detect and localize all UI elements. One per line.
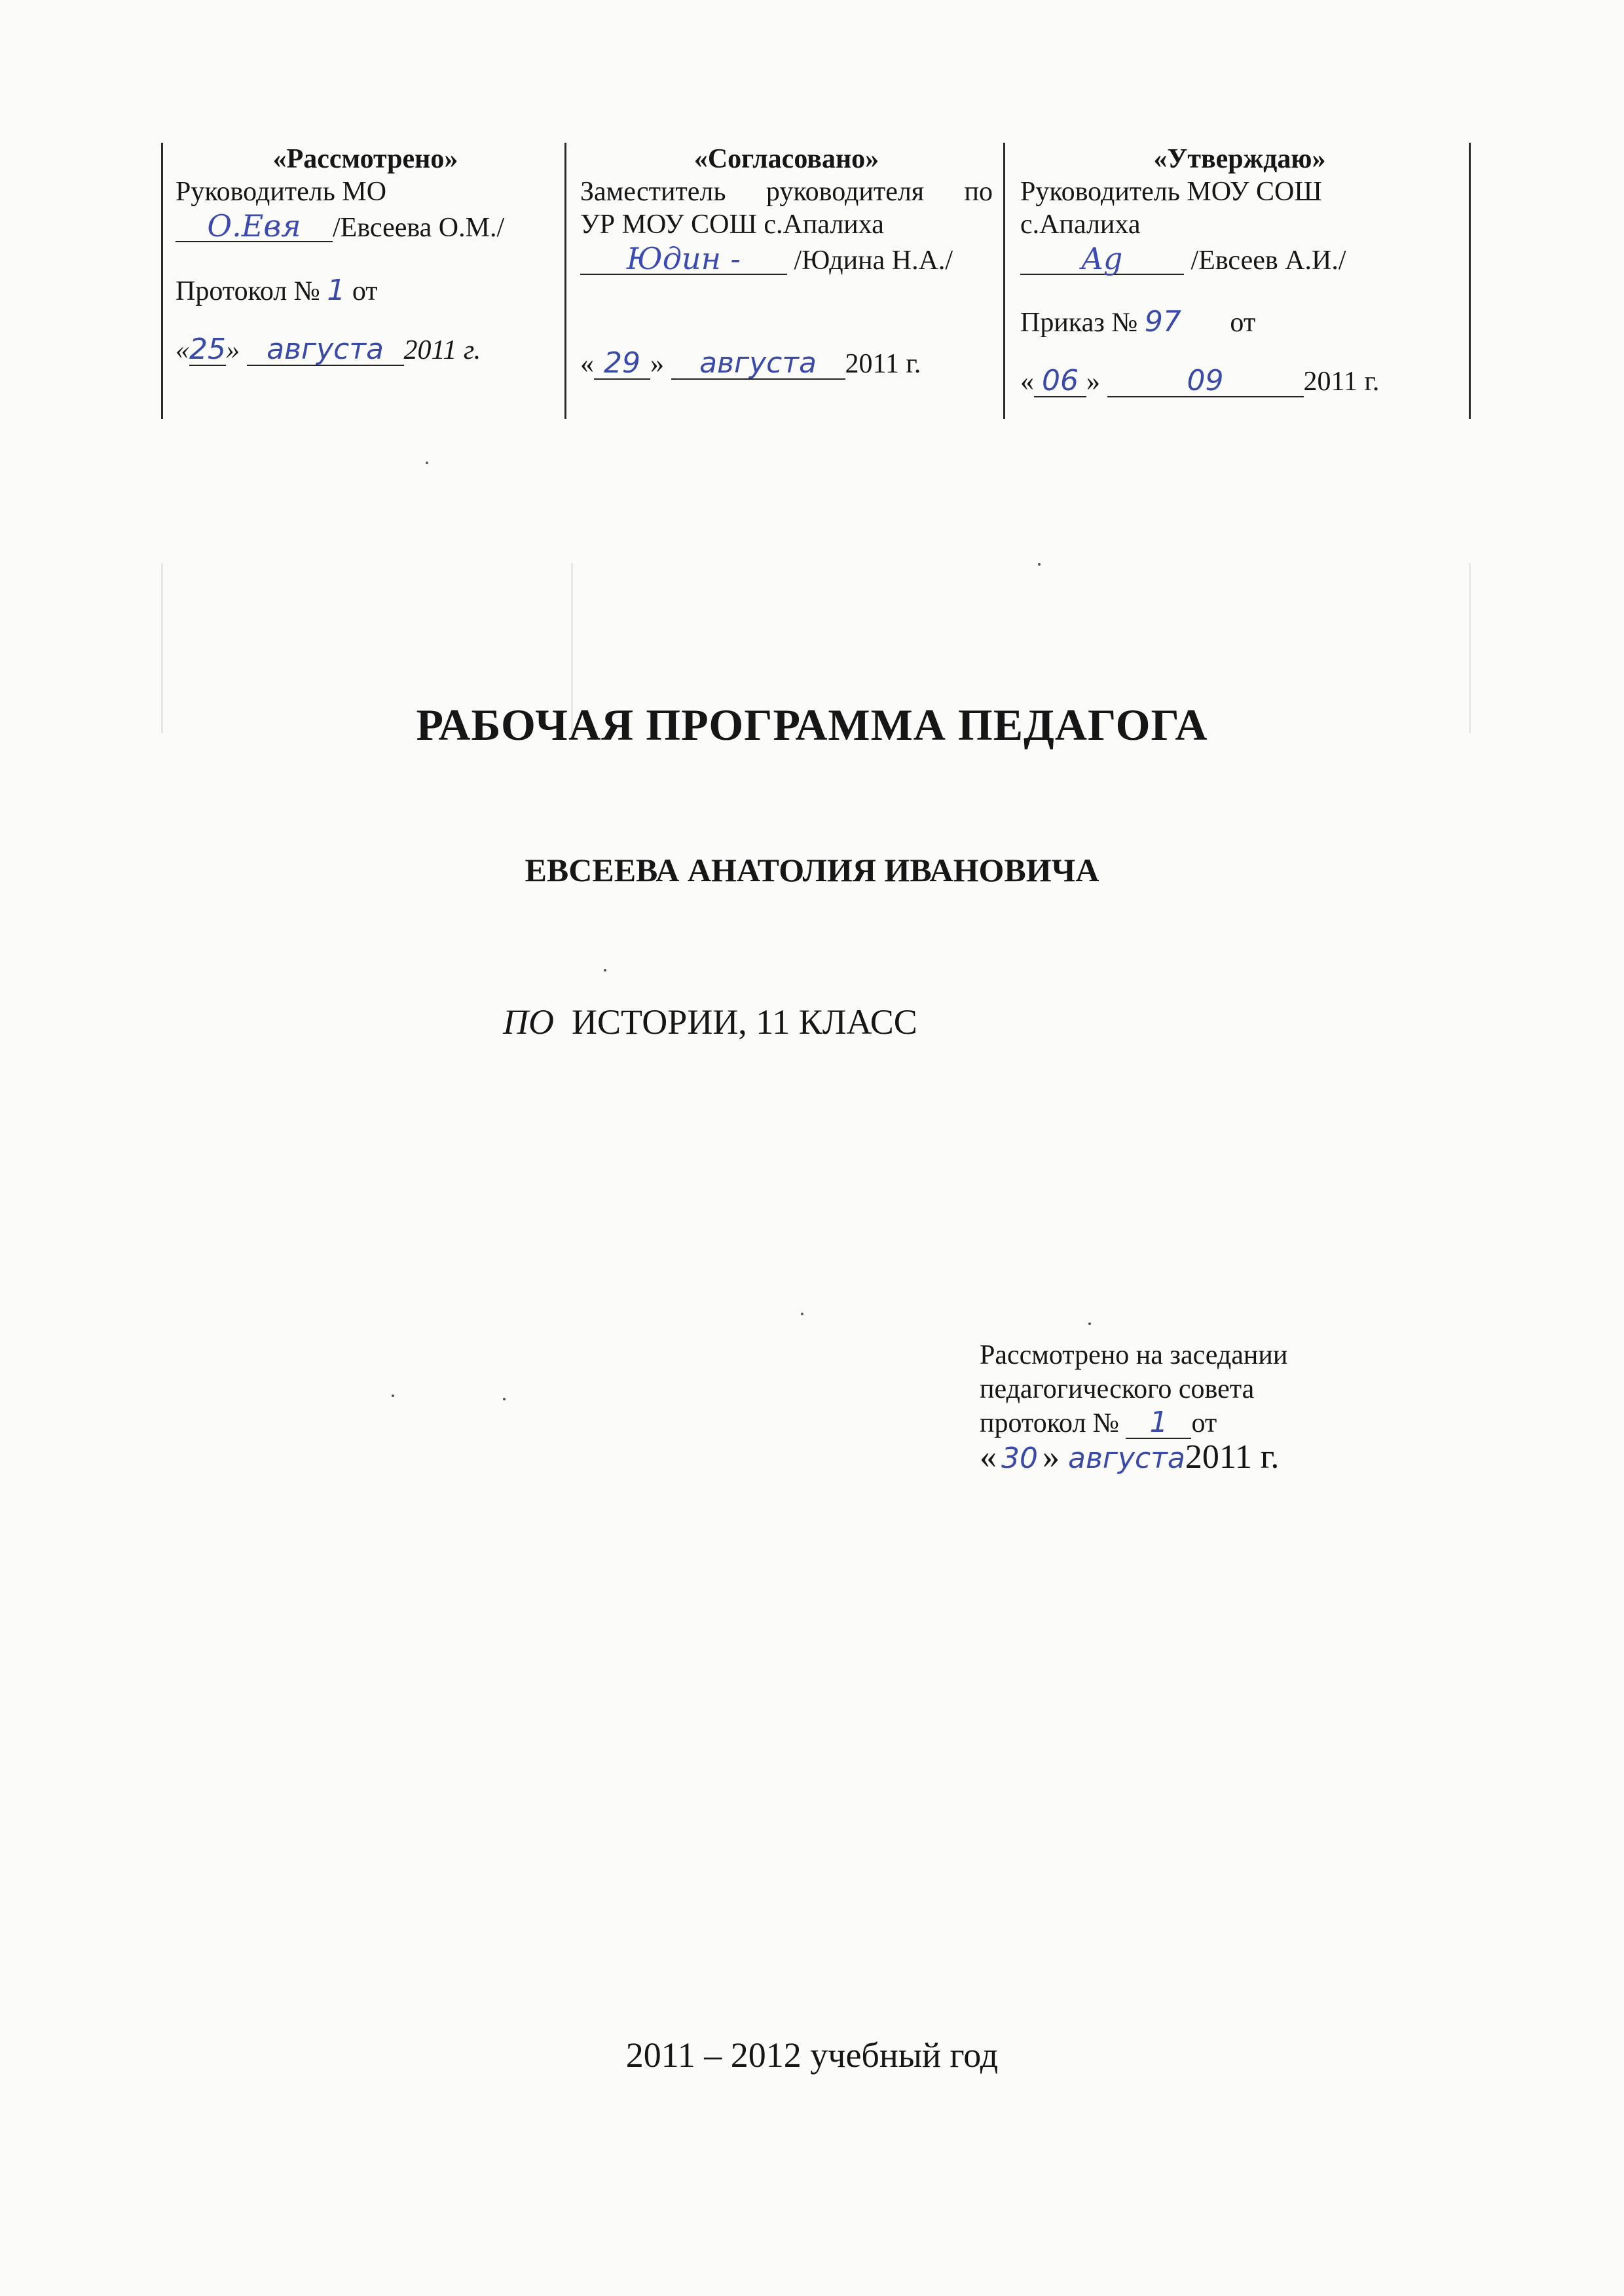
agreed-role-line1: Заместитель руководителя по (580, 177, 993, 207)
table-divider (1003, 143, 1005, 419)
scan-speck (604, 969, 606, 972)
agreed-role-line2: УР МОУ СОШ с.Апалиха (580, 210, 884, 240)
reviewed-block: «Рассмотрено» Руководитель МО О.Евя /Евсеева О.М./ Протокол № 1 от «25» августа 2011 г. (175, 143, 555, 419)
scan-speck (1088, 1322, 1091, 1325)
page-title: РАБОЧАЯ ПРОГРАММА ПЕДАГОГА (416, 700, 1208, 750)
approve-month: 09 (1107, 366, 1304, 397)
approve-day: 06 (1034, 366, 1086, 397)
council-block: Рассмотрено на заседании педагогического совета протокол № 1 от « 30 » августа2011 г. (980, 1338, 1287, 1476)
agreed-day: 29 (594, 348, 650, 380)
council-protocol-number: 1 (1126, 1408, 1191, 1439)
table-divider (161, 143, 163, 419)
reviewed-protocol-label: Протокол № (175, 276, 320, 306)
scan-speck (801, 1313, 803, 1315)
academic-year: 2011 – 2012 учебный год (625, 2035, 999, 2075)
approve-order-from: от (1230, 308, 1256, 338)
reviewed-name: /Евсеева О.М./ (333, 213, 505, 243)
subject-text: ИСТОРИИ, 11 КЛАСС (572, 1002, 917, 1042)
approve-order-label: Приказ № (1020, 308, 1138, 338)
agreed-year: 2011 г. (845, 349, 921, 379)
council-line1: Рассмотрено на заседании (980, 1340, 1288, 1370)
council-protocol-from: от (1191, 1408, 1217, 1438)
agreed-month: августа (671, 348, 845, 380)
scan-speck (1038, 563, 1041, 566)
subject-prefix: ПО (503, 1002, 554, 1042)
approve-order-number: 97 (1144, 305, 1181, 338)
teacher-name: ЕВСЕЕВА АНАТОЛИЯ ИВАНОВИЧА (525, 852, 1099, 888)
approve-year: 2011 г. (1303, 367, 1380, 397)
approve-title: «Утверждаю» (1153, 144, 1326, 174)
council-year: 2011 г. (1185, 1438, 1280, 1476)
scan-speck (426, 462, 428, 464)
subject-line (503, 1002, 917, 1042)
approval-header (161, 143, 1471, 419)
reviewed-signature: О.Евя (175, 211, 333, 242)
approve-name: /Евсеев А.И./ (1190, 246, 1346, 276)
council-protocol-label: протокол № (980, 1408, 1119, 1438)
approve-role-line2: с.Апалиха (1020, 210, 1141, 240)
agreed-name: /Юдина Н.А./ (794, 246, 953, 276)
scan-speck (503, 1398, 506, 1400)
reviewed-protocol-from: от (352, 276, 378, 306)
reviewed-title: «Рассмотрено» (272, 144, 458, 174)
council-line2: педагогического совета (980, 1374, 1255, 1404)
table-divider (564, 143, 566, 419)
reviewed-year: 2011 г. (403, 335, 481, 365)
approve-block: «Утверждаю» Руководитель МОУ СОШ с.Апалиха Ag /Евсеев А.И./ Приказ № 97 от « 06 » 09 2011 г. (1020, 143, 1459, 419)
reviewed-protocol-number: 1 (327, 274, 346, 307)
council-month: августа (1068, 1442, 1185, 1475)
reviewed-day: 25 (189, 333, 226, 366)
reviewed-role: Руководитель МО (175, 177, 387, 207)
scan-speck (392, 1394, 394, 1397)
agreed-block: «Согласовано» Заместитель руководителя по УР МОУ СОШ с.Апалиха Юдин - /Юдина Н.А./ « 29 » августа 2011 г. (580, 144, 993, 380)
agreed-signature: Юдин - (580, 244, 787, 275)
table-divider (1469, 143, 1471, 419)
reviewed-month: августа (247, 335, 404, 366)
council-day: 30 (1001, 1442, 1038, 1475)
approve-signature: Ag (1020, 244, 1184, 275)
agreed-title: «Согласовано» (693, 144, 879, 174)
approve-role-line1: Руководитель МОУ СОШ (1020, 177, 1322, 207)
